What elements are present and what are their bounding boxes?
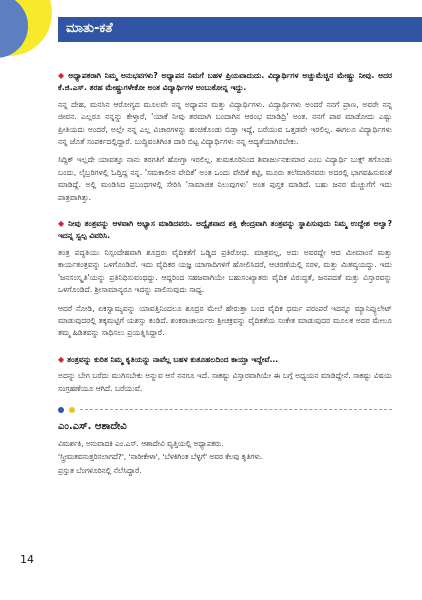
answer-paragraph: ಆದರೆ ನೋಡಿ, ಏಕಸ್ವಾಮ್ಯವನ್ನು ಯಾವತ್ತಿನಿಂದಲೂ ಶೂದ್ರರ ಮೇಲೆ ಹೇರುತ್ತಾ ಬಂದ ವೈದಿಕ ಧರ್ಮ ಪರಂಪರೆ ಇದನ್ನೂ ಮ್ಯಾನಿಪ್ಯುಲೇಟ್ ಮಾಡುವುದರಲ್ಲಿ ತಕ್ಕಮಟ್ಟಿಗೆ ಯಶಸ್ಸು ಕಂಡಿದೆ. ಶಂಕರಾಚಾರ್ಯರು ಶ್ರೀಚಕ್ರವನ್ನು ವೈದಿಕತೆಯ ಸಂಕೇತ ಮಾಡುವುದರ ಮೂಲಕ ಅದರ ಮೇಲೂ ತಮ್ಮ ಹಿಡಿತವನ್ನು ಸಾಧಿಸಲು ಪ್ರಯತ್ನಿಸಿದ್ದಾರೆ. [58, 303, 392, 338]
bullet-icon: ◆ [58, 219, 66, 229]
article-body [58, 70, 392, 478]
question-3: ◆ ತಂತ್ರವನ್ನು ಕುರಿತ ನಿಮ್ಮ ಕೃತಿಯನ್ನು ನಾವೆಲ್ಲ ಬಹಳ ಕುತೂಹಲದಿಂದ ಕಾಯ್ತಾ ಇದ್ದೇವೆ... [58, 354, 279, 364]
author-bio [58, 438, 392, 477]
bio-line: ವಿಮರ್ಶಕಿ, ಅನುವಾದಕಿ ಎಂ.ಎಸ್. ಆಶಾದೇವಿ ವೃತ್ತಿಯಲ್ಲಿ ಅಧ್ಯಾಪಕರು. [58, 438, 224, 448]
bullet-icon: ◆ [58, 71, 66, 80]
answer-paragraph: ಅದನ್ನು ಬೇಗ ಬರೆದು ಮುಗಿಸಬೇಕು ಅನ್ನುವ ಆಸೆ ನನಗೂ ಇದೆ. ಸಾಕಷ್ಟು ವಿಸ್ತಾರವಾಗಿಯೇ ಈ ಬಗ್ಗೆ ಅಧ್ಯಯನ ಮಾಡಿದ್ದೇನೆ. ಸಾಕಷ್ಟು ವಿಷಯ ಸಂಗ್ರಹಣೆಯೂ ಆಗಿದೆ. ಬರೆಯುವೆ. [58, 371, 392, 393]
author-name: ಎಂ.ಎಸ್. ಆಶಾದೇವಿ [58, 420, 127, 432]
answer-paragraph: ತಂತ್ರ ಪದ್ಧತಿಯು ನಿಸ್ಸಂದೇಹವಾಗಿ ಶೂದ್ರರು ವೈದಿಕತೆಗೆ ಒಡ್ಡಿದ ಪ್ರತಿರೋಧ. ಮಾತ್ರವಲ್ಲ, ಅದು ಅವರದ್ದೇ ಆದ ಮೀಮಾಂಸೆ ಮತ್ತು ಕಾರ್ಯತಂತ್ರವನ್ನು ಒಳಗೊಂಡಿದೆ. ಇದು ವೈದಿಕರ ಯಜ್ಞ ಯಾಗಾದಿಗಳಿಗೆ ಹೋಲಿಸಿದರೆ, ಆಚರಣೆಯಲ್ಲಿ ಸರಳ, ಮತ್ತು ಮಿತವ್ಯಯದ್ದು. ಇದು 'ಜನಸಂಸ್ಕೃತಿ'ಯನ್ನು ಪ್ರತಿನಿಧಿಸುವಂಥದ್ದು. ಆದ್ದರಿಂದ ಸಹಜವಾಗಿಯೇ ಬಹುಸಂಖ್ಯಾತರು ವೈದಿಕ ವಿರುದ್ಧತೆ, ಜನಪದತೆ ಮತ್ತು ವಿಸ್ತಾರವನ್ನು ಒಳಗೊಂಡಿದೆ. ಶ್ರೀಸಾಮಾನ್ಯರೂ ಇದನ್ನು ಪಾಲಿಸುವುದು ಸಾಧ್ಯ. [58, 247, 392, 295]
dashed-line [80, 409, 392, 410]
answer-paragraph: ಸಿದ್ದಿಕ್ ಇಲ್ಲದೇ ಯಾವತ್ತೂ ನಾನು ತರಗತಿಗೆ ಹೋಗ್ತಾ ಇರಲಿಲ್ಲ. ತುಮಕೂರಿನಿಂದ ಶಿವಾರ್ಜುನಕುಮಾರ ಎಂಬ ವಿದ್ಯಾರ್ಥಿ ಬುಕ್ಸ್ ತಗೊಂಡು ಬಂದು, ಲೈಬ್ರರಿಗಳಲ್ಲಿ ಓದ್ತಿದ್ದ ನನ್ನ. 'ಸಮಕಾಲೀನ ವೇದಿಕೆ' ಅಂತ ಒಂದು ವೇದಿಕೆ ಕಟ್ಟಿ, ಮೂರು ತಲೆಮಾರಿನವರು ಅದರಲ್ಲಿ ಭಾಗವಹಿಸುವಂತೆ ಮಾಡಿದ್ದೆ. ಅಲ್ಲಿ ಮಂಡಿಸಿದ ಪ್ರಬಂಧಗಳಲ್ಲಿ ಸೇರಿಸಿ 'ಸಾಮಾಜಿಕ ನಿಲುವುಗಳು' ಅಂತ ಪುಸ್ತಕ ಮಾಡಿದೆ. ಬಹು ಜನರ ಮೆಚ್ಚುಗೆಗೆ ಇದು ಪಾತ್ರವಾಗಿತ್ತು. [58, 155, 392, 202]
section-header-bar [58, 17, 422, 42]
page-number: 14 [20, 553, 34, 566]
question-1: ◆ ಅಧ್ಯಾಪಕರಾಗಿ ನಿಮ್ಮ ಅನುಭವಗಳು? ಅಧ್ಯಾಪನ ನಿಮಗೆ ಬಹಳ ಪ್ರಿಯವಾದುದು. ವಿದ್ಯಾರ್ಥಿಗಳ ಅಚ್ಚುಮೆಚ್ಚಿನ ಮೇಷ್ಟ್ರು ನೀವು. ಅದರ ಕೆ.ಜಿ.ಎಸ್. ತರಹ ಮೇಷ್ಟ್ರುಗಳೇಕೋ ಅಂತ ವಿದ್ಯಾರ್ಥಿಗಳ ಅಂಬುಕೋನ್ನ ಇದ್ದು. [58, 71, 393, 93]
bio-line: 'ಸ್ತ್ರೀಮತವನುತ್ತರಿಸಲಾಗದೆ?', 'ನಾರೀಕೇಳಾ', 'ಬೆಳಕಿಗಿಂತ ಬೆಳ್ಳಗೆ' ಅವರ ಕೆಲವು ಕೃತಿಗಳು. [58, 452, 264, 462]
section-divider [58, 407, 392, 413]
section-title: ಮಾತು-ಕತೆ [66, 21, 113, 36]
yellow-dot-icon [69, 407, 75, 413]
answer-paragraph: ನನ್ನ ದೇಹ, ಮನಸಿನ ಆರೋಗ್ಯದ ಮೂಲವೇ ನನ್ನ ಅಧ್ಯಾಪನ ಮತ್ತು ವಿದ್ಯಾರ್ಥಿಗಳು. ವಿದ್ಯಾರ್ಥಿಗಳು ಅಂದರೆ ನನಗೆ ಪ್ರಾಣ, ಅವರೇ ನನ್ನ ಜೀವನ. ಎಲ್ಲರೂ ನನ್ನನ್ನು ಕೇಳ್ತಾರೆ, 'ಯಾಕೆ ನೀವು ತರಮಾಗಿ ಬಂದಾಗಿನ ಆರಂಭ ಮಾಡಿದ್ರಿ' ಅಂತ. ನನಗೆ ಪಾಠ ಮಾಡೋದು ಎಷ್ಟು ಪ್ರೀತಿಯದು ಅಂದರೆ, ಅಲ್ಲೇ ನನ್ನ ಎಲ್ಲ ವಿಚಾರಗಳನ್ನು ಹಂಚಿಕೊಂಡು ಬಿಡ್ತಾ ಇದ್ದೆ, ಬರೆಯುವ ಒತ್ತಡವೇ ಇರಲಿಲ್ಲ. ಈಗಲೂ ವಿದ್ಯಾರ್ಥಿಗಳು ನನ್ನ ಜೊತೆ ಸಂಪರ್ಕದಲ್ಲಿದ್ದಾರೆ. ಬುದ್ಧಿವಂತಿಗಿಂತ ದಾರಿ ಬಿಟ್ಟ ವಿದ್ಯಾರ್ಥಿಗಳು ನನ್ನ ಆದ್ಯತೆಯಾಗಿರಬೇಕು. [58, 99, 393, 147]
bullet-icon: ◆ [58, 354, 65, 364]
bio-line: ಪ್ರಸ್ತುತ ಬೆಂಗಳೂರಿನಲ್ಲಿ ನೆಲೆಸಿದ್ದಾರೆ. [58, 465, 142, 475]
question-2: ◆ ನೀವು ತಂತ್ರವನ್ನು ಆಳವಾಗಿ ಅಭ್ಯಾಸ ಮಾಡಿದವರು. ಅದ್ವೈತವಾದ ಶಕ್ತಿ ಕೇಂದ್ರವಾಗಿ ತಂತ್ರವನ್ನು ಸ್ಥಾಪಿಸುವುದು ನಿಮ್ಮ ಉದ್ದೇಶ ಅಲ್ವಾ? ಇದನ್ನ ಸ್ವಲ್ಪ ವಿವರಿಸಿ. [58, 219, 392, 241]
blue-dot-icon [58, 407, 64, 413]
